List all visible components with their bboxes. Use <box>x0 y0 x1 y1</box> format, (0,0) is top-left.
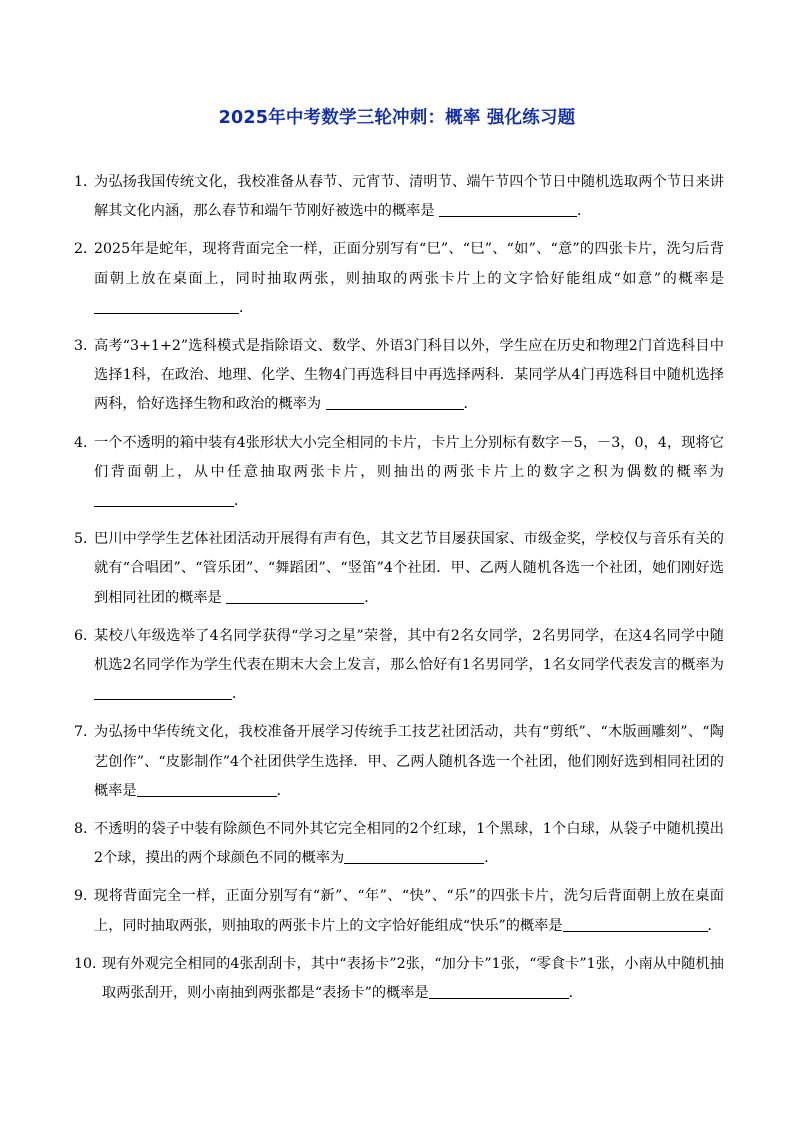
page-title: 2025年中考数学三轮冲刺：概率 强化练习题 <box>218 108 576 128</box>
answer-blank[interactable] <box>563 916 708 931</box>
question-number: 9． <box>74 888 98 905</box>
question-list <box>74 168 724 1017</box>
question-end: ． <box>276 782 291 799</box>
answer-blank[interactable] <box>326 395 464 410</box>
question-end: ． <box>364 589 379 606</box>
answer-blank[interactable] <box>226 588 364 603</box>
question-number: 10． <box>74 955 107 972</box>
question-item <box>74 525 724 613</box>
question-number: 8． <box>74 821 98 838</box>
question-text: 2025年是蛇年，现将背面完全一样，正面分别写有“巳”、“巳”、“如”、“意”的四张卡片，洗匀后背面朝上放在桌面上，同时抽取两张，则抽取的两张卡片上的文字恰好能组成“如意”的概率是 <box>94 241 724 287</box>
answer-blank[interactable] <box>94 685 232 700</box>
question-end: ． <box>484 850 499 867</box>
answer-blank[interactable] <box>137 782 277 797</box>
question-item <box>74 950 724 1008</box>
question-text: 为弘扬我国传统文化，我校准备从春节、元宵节、清明节、端午节四个节日中随机选取两个节日来讲解其文化内涵，那么春节和端午节刚好被选中的概率是 <box>94 174 724 220</box>
answer-blank[interactable] <box>94 492 234 507</box>
question-text: 不透明的袋子中装有除颜色不同外其它完全相同的2个红球，1个黑球，1个白球，从袋子中随机摸出2个球，摸出的两个球颜色不同的概率为 <box>94 821 724 867</box>
question-text: 一个不透明的箱中装有4张形状大小完全相同的卡片，卡片上分别标有数字－5，－3，0，4，现将它们背面朝上，从中任意抽取两张卡片，则抽出的两张卡片上的数字之积为偶数的概率为 <box>94 434 724 480</box>
answer-blank[interactable] <box>344 849 484 864</box>
question-number: 5． <box>74 531 98 548</box>
question-end: ． <box>707 917 722 934</box>
answer-blank[interactable] <box>439 202 577 217</box>
question-end: ． <box>463 396 478 413</box>
question-number: 6． <box>74 627 98 644</box>
question-number: 3． <box>74 338 98 355</box>
question-item <box>74 718 724 806</box>
question-end: ． <box>568 985 583 1002</box>
question-item <box>74 235 724 323</box>
question-text: 高考“3+1+2”选科模式是指除语文、数学、外语3门科目以外，学生应在历史和物理2门首选科目中选择1科，在政治、地理、化学、生物4门再选科目中再选择两科．某同学从4门再选科目中随机选择两科，恰好选择生物和政治的概率为 <box>94 338 724 413</box>
question-end: ． <box>577 203 592 220</box>
question-end: ． <box>232 686 247 703</box>
question-item <box>74 332 724 420</box>
question-text: 现有外观完全相同的4张刮刮卡，其中“表扬卡”2张，“加分卡”1张，“零食卡”1张，小南从中随机抽取两张刮开，则小南抽到两张都是“表扬卡”的概率是 <box>102 955 724 1002</box>
question-number: 2． <box>74 241 98 258</box>
question-item <box>74 622 724 710</box>
question-item <box>74 815 724 873</box>
question-end: ． <box>239 299 254 316</box>
question-number: 1． <box>74 174 98 190</box>
question-item <box>74 429 724 517</box>
answer-blank[interactable] <box>94 299 239 314</box>
question-item <box>74 882 724 940</box>
question-text: 巴川中学学生艺体社团活动开展得有声有色，其文艺节目屡获国家、市级金奖，学校仅与音乐有关的就有“合唱团”、“管乐团”、“舞蹈团”、“竖笛”4个社团．甲、乙两人随机各选一个社团，她们刚好选到相同社团的概率是 <box>94 531 724 606</box>
question-number: 7． <box>74 724 98 741</box>
question-text: 为弘扬中华传统文化，我校准备开展学习传统手工技艺社团活动，共有“剪纸”、“木版画雕刻”、“陶艺创作”、“皮影制作”4个社团供学生选择．甲、乙两人随机各选一个社团，他们刚好选到相同社团的概率是 <box>94 724 724 799</box>
question-number: 4． <box>74 434 98 451</box>
question-text: 某校八年级选举了4名同学获得“学习之星”荣誉，其中有2名女同学，2名男同学，在这4名同学中随机选2名同学作为学生代表在期末大会上发言，那么恰好有1名男同学，1名女同学代表发言的概率为 <box>94 627 724 674</box>
question-end: ． <box>234 493 249 510</box>
question-text: 现将背面完全一样，正面分别写有“新”、“年”、“快”、“乐”的四张卡片，洗匀后背面朝上放在桌面上，同时抽取两张，则抽取的两张卡片上的文字恰好能组成“快乐”的概率是 <box>94 888 724 934</box>
answer-blank[interactable] <box>429 984 569 999</box>
question-item <box>74 168 724 226</box>
